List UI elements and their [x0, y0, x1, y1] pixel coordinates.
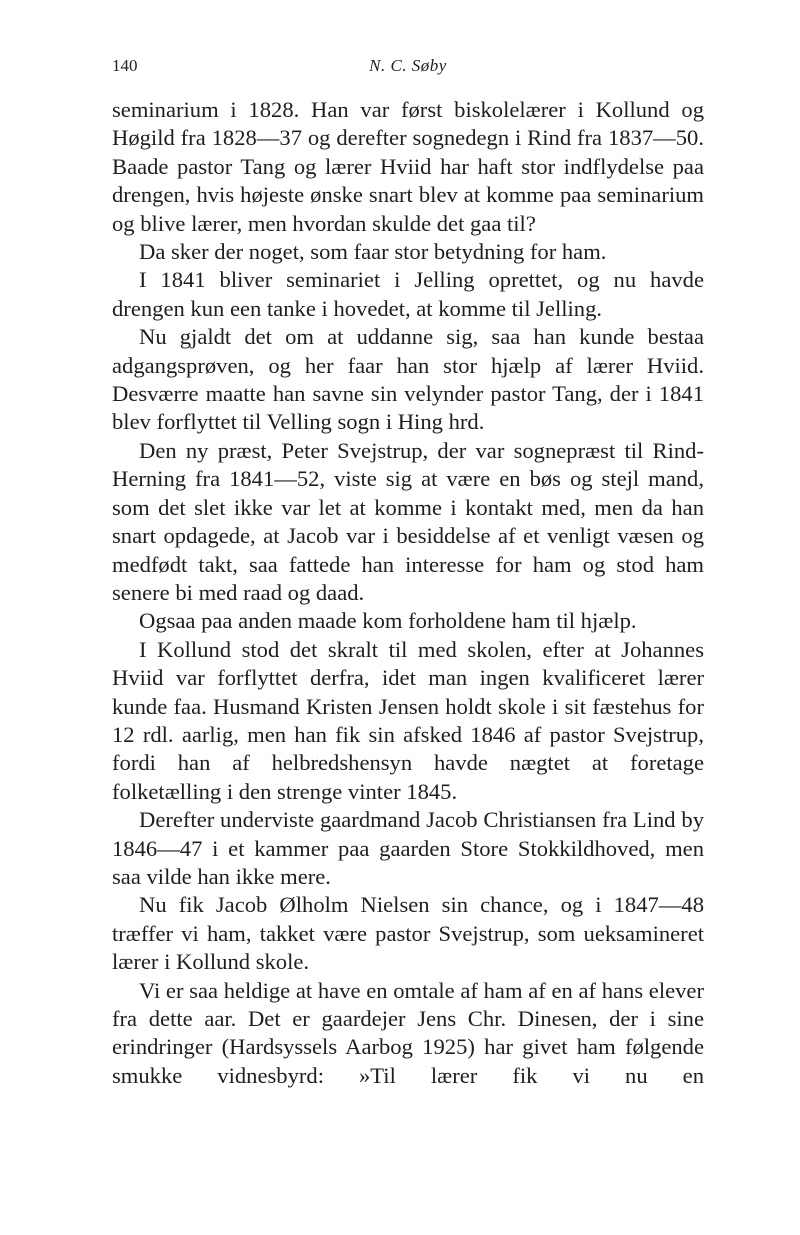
running-head: N. C. Søby — [369, 56, 447, 75]
paragraph: I 1841 bliver seminariet i Jelling oprettet, og nu havde drengen kun een tanke i hovedet, at komme til Jelling. — [112, 267, 704, 321]
paragraph: Den ny præst, Peter Svejstrup, der var sognepræst til Rind-Herning fra 1841—52, viste sig at være en bøs og stejl mand, som det slet ikke var let at komme i kontakt med, men da han snart opdagede, at Jacob var i besiddelse af et venligt væsen og medfødt takt, saa fattede han interesse for ham og stod ham senere bi med raad og daad. — [112, 437, 704, 605]
paragraph: Da sker der noget, som faar stor betydning for ham. — [139, 239, 607, 265]
paragraph: Derefter underviste gaardmand Jacob Christiansen fra Lind by 1846—47 i et kammer paa gaarden Store Stokkildhoved, men saa vilde han ikke mere. — [112, 807, 704, 889]
page-header — [112, 56, 704, 86]
paragraph: Nu gjaldt det om at uddanne sig, saa han kunde bestaa adgangsprøven, og her faar han stor hjælp af lærer Hviid. Desværre maatte han savne sin velynder pastor Tang, der i 1841 blev forflyttet til Velling sogn i Hing hrd. — [112, 324, 704, 435]
paragraph: Nu fik Jacob Ølholm Nielsen sin chance, og i 1847—48 træffer vi ham, takket være pastor Svejstrup, som ueksamineret lærer i Kollund skole. — [112, 892, 704, 975]
page-number: 140 — [112, 56, 138, 75]
paragraph: Ogsaa paa anden maade kom forholdene ham til hjælp. — [139, 608, 637, 634]
body-text — [112, 96, 704, 1090]
paragraph: I Kollund stod det skralt til med skolen, efter at Johannes Hviid var forflyttet derfra, idet man ingen kvalificeret lærer kunde faa. Husmand Kristen Jensen holdt skole i sit fæstehus for 12 rdl. aarlig, men han fik sin afsked 1846 af pastor Svejstrup, fordi han af helbredshensyn havde nægtet at foretage folketælling i den strenge vinter 1845. — [112, 636, 704, 804]
paragraph: Vi er saa heldige at have en omtale af ham af en af hans elever fra dette aar. Det er gaardejer Jens Chr. Dinesen, der i sine erindringer (Hardsyssels Aarbog 1925) har givet ham følgende smukke vidnesbyrd: »Til lærer fik vi nu en — [112, 977, 704, 1088]
paragraph: seminarium i 1828. Han var først biskolelærer i Kollund og Høgild fra 1828—37 og derefter sognedegn i Rind fra 1837—50. Baade pastor Tang og lærer Hviid har haft stor indflydelse paa drengen, hvis højeste ønske snart blev at komme paa seminarium og blive lærer, men hvordan skulde det gaa til? — [112, 97, 704, 236]
